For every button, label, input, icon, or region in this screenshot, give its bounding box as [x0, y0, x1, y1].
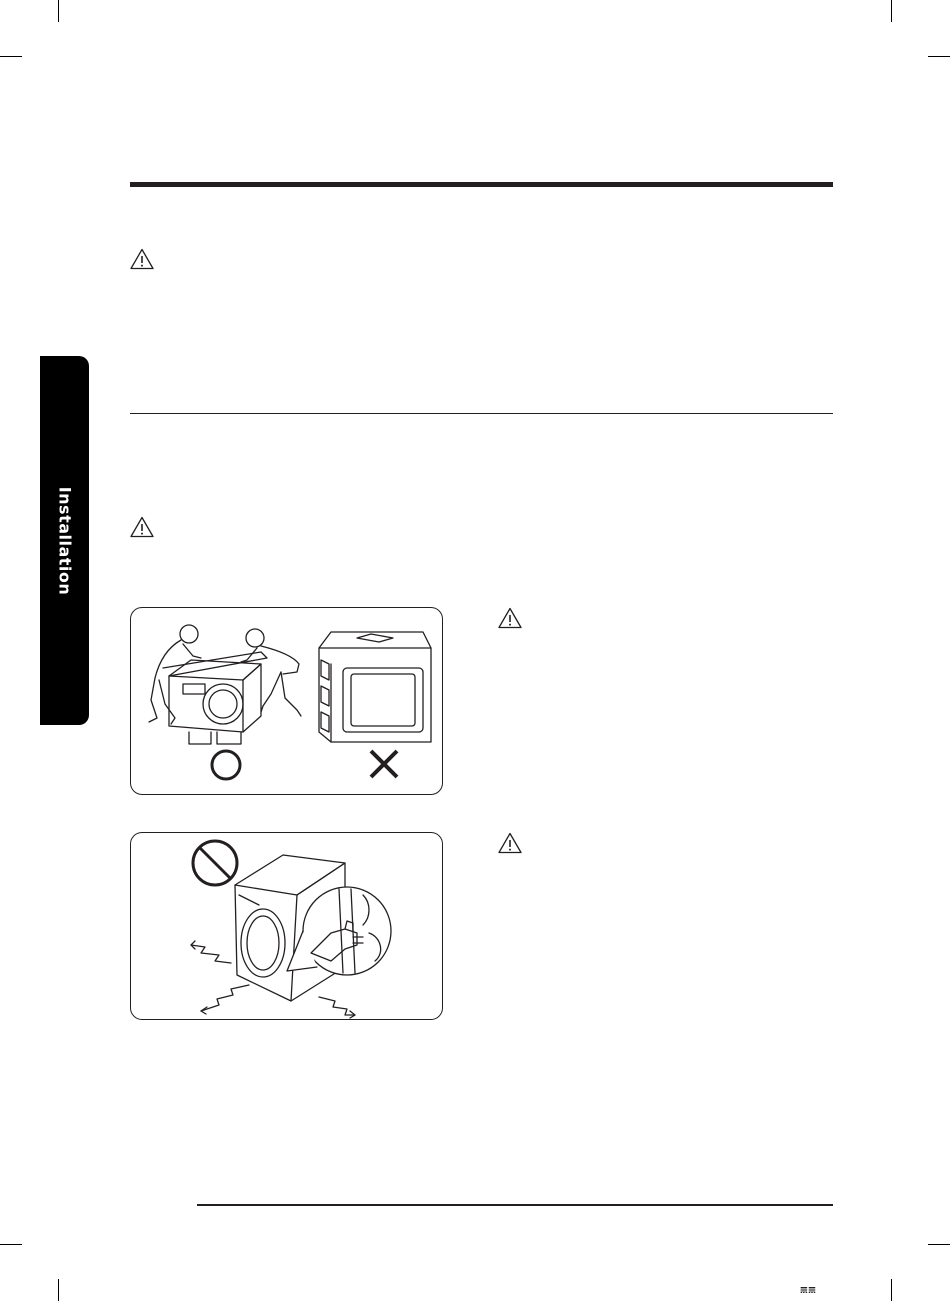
- cross-ng-mark: [371, 751, 397, 777]
- crop-mark: [0, 1244, 22, 1245]
- illustration-do-not-pull-door-drawing: [131, 833, 442, 1019]
- page-number: 𝌈𝌈: [800, 1286, 817, 1296]
- illustration-moving-appliance: [130, 607, 443, 795]
- side-section-tab-label: Installation: [55, 486, 74, 595]
- crop-mark: [928, 56, 950, 57]
- side-section-tab: [40, 356, 89, 725]
- circle-ok-mark: [212, 751, 240, 779]
- crop-mark: [928, 1244, 950, 1245]
- crop-mark: [891, 0, 892, 22]
- warning-triangle-icon: [498, 832, 522, 854]
- section-divider-rule: [130, 413, 833, 414]
- footer-rule: [197, 1204, 833, 1206]
- crop-mark: [891, 1279, 892, 1301]
- crop-mark: [58, 1279, 59, 1301]
- warning-triangle-icon: [130, 248, 154, 270]
- section-header-rule: [130, 182, 833, 187]
- illustration-do-not-pull-door: [130, 832, 443, 1020]
- warning-triangle-icon: [130, 516, 154, 538]
- prohibited-icon: [193, 841, 237, 885]
- crop-mark: [58, 0, 59, 22]
- crop-mark: [0, 56, 22, 57]
- warning-triangle-icon: [498, 607, 522, 629]
- illustration-moving-appliance-drawing: [131, 608, 442, 794]
